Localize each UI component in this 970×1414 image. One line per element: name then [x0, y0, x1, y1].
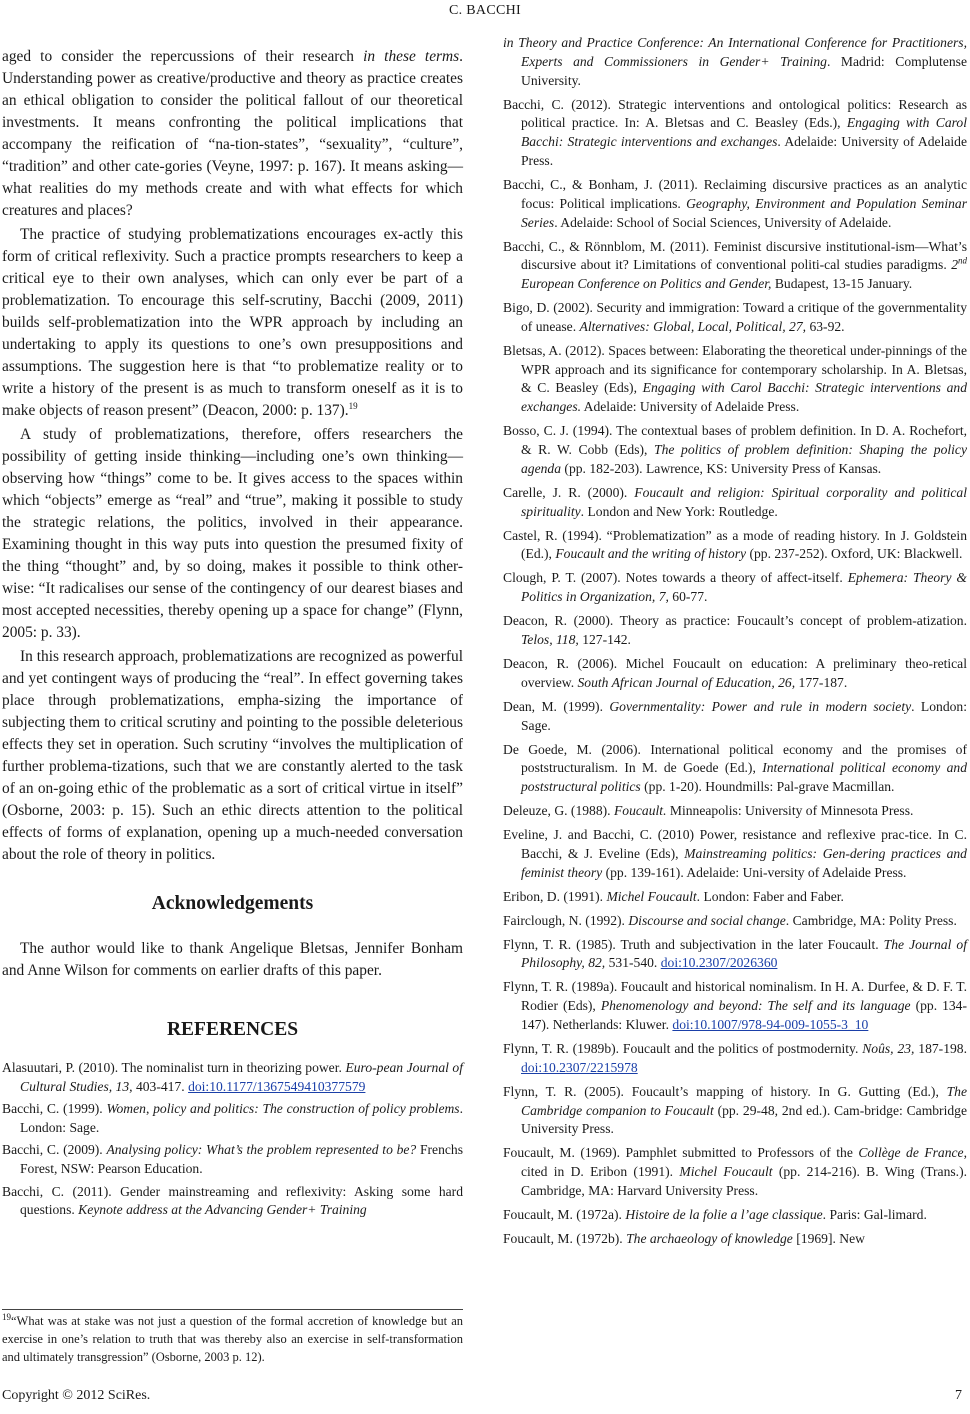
acknowledgements-heading: Acknowledgements [151, 893, 314, 914]
italic-text: in these terms [363, 48, 460, 65]
italic-text: Engaging with Carol Bacchi: Strategic interventions and exchanges [521, 115, 967, 150]
italic-text: Governmentality: Power and rule in modern society [609, 698, 912, 714]
body-paragraph [2, 46, 463, 222]
reference-entry [503, 1083, 967, 1139]
text-run: 187-198. [914, 1041, 967, 1056]
text-run: Foucault, M. (1972b). [503, 1230, 627, 1246]
italic-text: The archaeology of knowledge [626, 1230, 793, 1246]
italic-text: Euro-pean Journal of Cultural Studies, 13, [20, 1060, 464, 1094]
text-run: . Adelaide: University of Adelaide Press. [521, 134, 967, 168]
text-run: . Cambridge, MA: Polity Press. [785, 912, 957, 928]
italic-text: International political economy and poststructural politics [521, 760, 967, 795]
text-run: (pp. 134-147). Netherlands: Kluwer. [521, 998, 968, 1033]
text-run: Foucault, M. (1972a). [503, 1206, 626, 1222]
superscript: 19 [348, 400, 358, 411]
text-run: Flynn, T. R. (1985). Truth and subjectivation in the later Foucault. [503, 936, 884, 952]
text-run: Budapest, 13-15 January. [771, 276, 913, 292]
italic-text: Discourse and social change [628, 912, 786, 928]
text-run: A study of problematizations, therefore, offers researchers the possibility of getting inside thinking—including one’s own thinking—observing how “things” come to be. It gives access to the spaces within which “objects” emerge as “real” and “true”, making it possible to study the strategic relations, the politics, involved in their appearance. Examining thought in this way puts into question the presumed fixity of the thing “thought” and, by so doing, makes it possible to think other-wise: “It radicalises our sense of the contingency of our dearest biases and most accepted necessities, thereby opening up a space for change” (Flynn, 2005: p. 33). [2, 426, 463, 641]
text-run: (pp. 237-252). Oxford, UK: Blackwell. [746, 546, 963, 562]
reference-entry [503, 978, 967, 1034]
italic-text: Mainstreaming politics: Gen-dering practices and feminist theory [521, 845, 967, 880]
reference-entry [503, 299, 967, 337]
text-run: , [145, 1101, 154, 1117]
italic-text: Phenomenology and beyond: The self and its language [600, 998, 911, 1014]
italic-text: 2 [951, 257, 958, 273]
text-run: 531-540. [605, 955, 661, 971]
left-column [2, 46, 463, 1224]
reference-entry [503, 1230, 967, 1249]
reference-entry [503, 826, 967, 882]
italic-text: Analysing policy: What’s the problem represented to be? [106, 1142, 417, 1158]
references-heading: REFERENCES [166, 1019, 299, 1040]
text-run: 60-77. [668, 589, 708, 605]
text-run: Foucault, M. (1969). Pamphlet submitted to Professors of the [503, 1145, 859, 1161]
reference-entry [2, 1059, 463, 1097]
reference-entry [503, 527, 967, 565]
italic-text: Foucault and religion: Spiritual corporality and political spirituality [521, 484, 967, 519]
text-run: 127-142. [578, 631, 631, 647]
italic-text: Ephemera: Theory & Politics in Organization, 7, [521, 570, 967, 605]
italic-text: Engaging with Carol Bacchi: Strategic interventions and exchanges. [521, 380, 968, 415]
reference-entry [2, 1141, 463, 1179]
body-paragraph [2, 224, 463, 422]
doi-link[interactable]: doi:10.1177/1367549410377579 [188, 1078, 366, 1094]
reference-entry [503, 34, 967, 90]
text-run: Bacchi, C., & Rönnblom, M. (2011). Feminist discursive institutional-ism—What’s discursive about it? Limitations of conventional politi-cal studies paradigms. [503, 238, 967, 273]
text-run: . Paris: Gal-limard. [822, 1206, 927, 1222]
text-run: De Goede, M. (2006). International political economy and the promises of poststructuralism. In M. de Goede (Ed.), [503, 741, 967, 776]
footnote-text: “What was at stake was not just a question of the formal accretion of knowledge but an exercise in one’s relation to truth that was thereby also an exercise in self-transformation and ultimately transgression” (Osborne, 2003 p. 12). [2, 1314, 463, 1364]
text-run: Minneapolis: University of Minnesota Press. [666, 803, 914, 819]
italic-text: Histoire de la folie a l’age classique [625, 1206, 823, 1222]
italic-text: Telos, 118, [521, 631, 579, 647]
text-run: (pp. 1-20). Houndmills: Pal-grave Macmillan. [640, 779, 895, 795]
text-run: In this research approach, problematizations are recognized as powerful and yet contingent ways of producing the “real”. In effect governing takes place through problematizations, empha-sizing the importance of subjecting them to critical scrutiny and pointing to the possible deleterious effects they set in operation. Such scrutiny “involves the multiplication of further problema-tizations, such that we are constantly alerted to the task of an on-going ethic of the problematic as a sort of critical virtue in itself” (Osborne, 2003: p. 15). Such an ethic directs attention to the political effects of forms of explanation, opening up a much-needed conversation about the role of theory in politics. [2, 648, 463, 863]
italic-text: European Conference on Politics and Gender, [521, 276, 772, 292]
doi-link[interactable]: doi:10.1007/978-94-009-1055-3_10 [672, 1017, 869, 1033]
reference-entry [503, 342, 967, 417]
text-run: Adelaide: University of Adelaide Press. [581, 399, 800, 415]
reference-entry [503, 741, 967, 797]
reference-entry [503, 176, 967, 232]
text-run: . London: Faber and Faber. [696, 888, 844, 904]
body-paragraph [2, 646, 463, 866]
text-run: Eveline, J. and Bacchi, C. (2010) Power, resistance and reflexive prac-tice. In C. Bacchi, & J. Eveline (Eds), [503, 827, 967, 861]
italic-text: Geography, Environment and Population Seminar Series [521, 195, 967, 230]
text-run: Alasuutari, P. (2010). The nominalist turn in theorizing power. [2, 1060, 346, 1075]
italic-text: Keynote address at the Advancing Gender+ Training [78, 1202, 367, 1218]
reference-entry [503, 1144, 967, 1200]
italic-text: Michel Foucault [606, 888, 697, 904]
italic-text: policy and politics: The construction of policy problems [153, 1101, 460, 1117]
text-run: . London: Sage. [521, 698, 967, 733]
reference-entry [2, 1100, 463, 1138]
text-run: (pp. 139-161). Adelaide: Uni-versity of Adelaide Press. [602, 864, 907, 880]
italic-text: Alternatives: Global, Local, Political, 27, [579, 318, 807, 334]
text-run: (pp. 182-203). Lawrence, KS: University Press of Kansas. [561, 460, 882, 476]
reference-list-left [2, 1059, 463, 1220]
text-run: Deacon, R. (2000). Theory as practice: Foucault’s concept of problem-atization. [503, 613, 967, 629]
text-run: . London and New York: Routledge. [580, 503, 778, 519]
text-run: (pp. 29-48, 2nd ed.). Cam-bridge: Cambridge University Press. [521, 1102, 967, 1137]
text-run: . Understanding power as creative/productive and theory as practice creates an ethical obligation to consider the political fallout of our theoretical investments. It means confronting the political implications that accompany the reification of “na-tion-states”, “sexuality”, “culture”, “tradition” and other cate-gories (Veyne, 1997: p. 167). It means asking—what realities do my methods create and with what effects for which creatures and places? [2, 48, 463, 219]
italic-text: The politics of problem definition: Shaping the policy agenda [521, 442, 967, 476]
text-run: Flynn, T. R. (1989a). Foucault and historical nominalism. In H. A. Durfee, & D. F. T. Rodier (Eds), [503, 979, 967, 1014]
doi-link[interactable]: doi:10.2307/2215978 [521, 1059, 638, 1075]
italic-text: The Journal of Philosophy, 82, [521, 936, 967, 971]
text-run: , cited in D. Eribon (1991). [521, 1145, 967, 1180]
text-run: Eribon, D. (1991). [503, 888, 607, 904]
text-run: . Adelaide: School of Social Sciences, University of Adelaide. [554, 214, 892, 230]
text-run: Clough, P. T. (2007). Notes towards a theory of affect-itself. [503, 570, 848, 586]
text-run: [1969]. New [792, 1230, 865, 1246]
text-run: Bacchi, C. (2011). Gender mainstreaming and reflexivity: Asking some hard questions. [2, 1183, 463, 1218]
reference-entry [503, 802, 967, 821]
reference-entry [503, 912, 967, 931]
doi-link[interactable]: doi:10.2307/2026360 [660, 955, 778, 971]
text-run: The practice of studying problematizations encourages ex-actly this form of critical reflexivity. Such a practice prompts researchers to keep a critical eye to their own analyses, which can only ever be part of a problematization. To encourage this self-scrutiny, Bacchi (2009, 2011) builds self-problematization into the WPR approach by including an undertaking to apply its questions to one’s own presuppositions and assumptions. The suggestion here is that “to problematize reality or to write a history of the present is as much to transform oneself as it is to make objects of reason present” (Deacon, 2000: p. 137). [2, 226, 463, 419]
text-run: Bletsas, A. (2012). Spaces between: Elaborating the theoretical under-pinnings of the WPR approach and its significance for contemporary scholarship. In A. Bletsas, & C. Beasley (Eds), [503, 342, 967, 396]
text-run: Bacchi, C., & Bonham, J. (2011). Reclaiming discursive practices as an analytic focus: Political implications. [503, 176, 967, 211]
reference-list-right [503, 34, 967, 1249]
italic-text: Foucault. [613, 803, 667, 819]
text-run: 177-187. [795, 674, 848, 690]
text-run: Deleuze, G. (1988). [503, 803, 614, 819]
italic-text: South African Journal of Education, 26, [577, 674, 796, 690]
acknowledgements-text: The author would like to thank Angelique Bletsas, Jennifer Bonham and Anne Wilson for comments on earlier drafts of this paper. [2, 940, 463, 979]
right-column [503, 34, 967, 1254]
text-run: Flynn, T. R. (1989b). Foucault and the politics of postmodernity. [503, 1041, 863, 1056]
text-run: . Madrid: Complutense University. [521, 53, 967, 88]
text-run: 403-417. [132, 1078, 189, 1094]
text-run: Dean, M. (1999). [503, 698, 610, 714]
text-run: Flynn, T. R. (2005). Foucault’s mapping of history. In G. Gutting (Ed.), [503, 1083, 947, 1099]
reference-entry [503, 238, 967, 294]
footnote [2, 1312, 463, 1366]
reference-entry [503, 96, 967, 171]
italic-text: Michel Foucault [679, 1164, 773, 1180]
italic-text: Collège de France [858, 1145, 964, 1161]
reference-entry [503, 484, 967, 522]
text-run: (pp. 214-216). B. Wing (Trans.). Cambridge, MA: Harvard University Press. [521, 1164, 967, 1198]
italic-text: in Theory and Practice Conference: An International Conference for Practitioners, Experts and Commissioners in Gender+ Training [503, 35, 967, 69]
reference-entry [503, 655, 967, 693]
reference-entry [503, 936, 967, 974]
text-run: Fairclough, N. (1992). [503, 912, 629, 928]
reference-entry [503, 422, 967, 478]
text-run: Castel, R. (1994). “Problematization” as a mode of reading history. In J. Goldstein (Ed.), [503, 527, 967, 562]
italic-text: Foucault and the writing of history [555, 546, 747, 562]
footnote-rule [2, 1309, 463, 1310]
body-text [2, 46, 463, 866]
text-run: aged to consider the repercussions of their research [2, 48, 364, 65]
text-run: Bacchi, C. (1999). [2, 1101, 107, 1117]
text-run: Bosso, C. J. (1994). The contextual bases of problem definition. In D. A. Rochefort, & R. W. Cobb (Eds), [503, 423, 967, 458]
running-head: C. BACCHI [449, 3, 521, 18]
text-run: Deacon, R. (2006). Michel Foucault on education: A preliminary theo-retical overview. [503, 655, 967, 690]
reference-entry [503, 612, 967, 650]
copyright-notice: Copyright © 2012 SciRes. [2, 1388, 151, 1403]
text-run: . London: Sage. [20, 1101, 464, 1135]
text-run: Bacchi, C. (2009). [2, 1142, 107, 1158]
text-run: Bigo, D. (2002). Security and immigration: Toward a critique of the governmentality of unease. [503, 300, 967, 334]
reference-entry [503, 1040, 967, 1078]
reference-entry [503, 1206, 967, 1225]
body-paragraph [2, 424, 463, 644]
text-run: Frenchs Forest, NSW: Pearson Education. [20, 1142, 464, 1177]
text-run: Bacchi, C. (2012). Strategic interventions and ontological politics: Research as political practice. In: A. Bletsas and C. Beasley (Eds.), [503, 96, 967, 131]
reference-entry [503, 698, 967, 736]
italic-text: Women [106, 1101, 146, 1117]
italic-text: The Cambridge companion to Foucault [521, 1083, 967, 1118]
reference-entry [503, 569, 967, 607]
reference-entry [503, 888, 967, 907]
reference-entry [2, 1183, 463, 1221]
page-number: 7 [955, 1388, 962, 1403]
footnote-number: 19 [2, 1311, 11, 1322]
italic-text: Noûs, 23, [862, 1041, 915, 1056]
text-run: Carelle, J. R. (2000). [503, 484, 635, 500]
text-run: 63-92. [806, 318, 845, 334]
superscript: nd [958, 255, 967, 266]
